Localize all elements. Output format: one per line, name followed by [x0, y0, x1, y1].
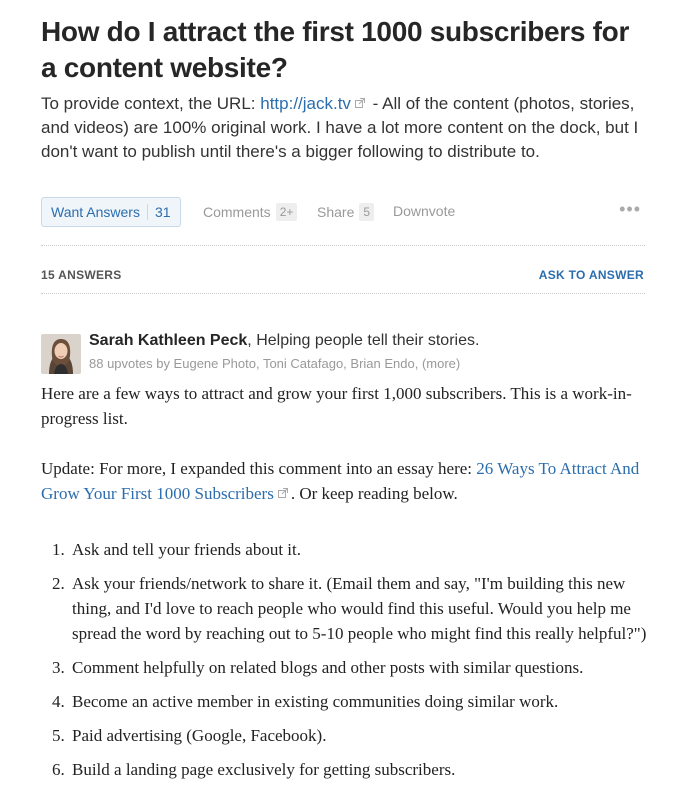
list-text: Ask and tell your friends about it.	[72, 540, 301, 559]
details-prefix: To provide context, the URL:	[41, 94, 261, 113]
want-answers-count: 31	[154, 204, 171, 220]
share-label: Share	[317, 204, 355, 220]
list-text: Comment helpfully on related blogs and other posts with similar questions.	[72, 658, 584, 677]
list-item	[41, 655, 661, 680]
details-suffix: - All of the content (photos, stories, and videos) are 100% original work. I have a lot more content on the dock, but I don't want to publish until there's a bigger following to distribute to.	[41, 94, 639, 161]
answer-update-paragraph	[41, 456, 651, 506]
list-item	[41, 537, 661, 562]
comments-label: Comments	[203, 204, 271, 220]
answers-count: 15 ANSWERS	[41, 268, 122, 282]
list-text: Ask your friends/network to share it. (Email them and say, "I'm building this new thing, and I'd love to reach people who would find this useful. Would you help me spread the word by reaching out to 5-10 people who might find this really helpful?")	[72, 574, 647, 643]
list-item	[41, 757, 661, 782]
comments-button[interactable]	[203, 203, 297, 221]
downvote-label: Downvote	[393, 203, 456, 219]
comments-count-badge: 2+	[276, 203, 298, 221]
want-answers-label: Want Answers	[51, 204, 140, 220]
list-number: 3.	[52, 658, 65, 677]
author-name-link[interactable]: Sarah Kathleen Peck	[89, 332, 248, 349]
author-avatar[interactable]	[41, 334, 81, 374]
list-number: 4.	[52, 692, 65, 711]
more-options-icon[interactable]: •••	[619, 199, 641, 219]
author-line	[89, 332, 479, 350]
answer-paragraph: Here are a few ways to attract and grow your first 1,000 subscribers. This is a work-in-progress list.	[41, 384, 632, 428]
list-text: Build a landing page exclusively for getting subscribers.	[72, 760, 456, 779]
divider-bottom	[41, 293, 645, 294]
question-action-bar	[41, 197, 645, 229]
downvote-button[interactable]	[393, 203, 455, 219]
list-number: 1.	[52, 540, 65, 559]
list-number: 6.	[52, 760, 65, 779]
list-item	[41, 571, 661, 646]
share-count-badge: 5	[359, 203, 374, 221]
external-link-icon	[355, 98, 365, 108]
list-number: 2.	[52, 574, 65, 593]
list-text: Paid advertising (Google, Facebook).	[72, 726, 327, 745]
want-answers-divider	[147, 204, 148, 220]
list-number: 5.	[52, 726, 65, 745]
list-text: Become an active member in existing communities doing similar work.	[72, 692, 559, 711]
upvotes-line[interactable]: 88 upvotes by Eugene Photo, Toni Catafago, Brian Endo, (more)	[89, 356, 461, 371]
divider-top	[41, 245, 645, 246]
update-suffix: . Or keep reading below.	[290, 484, 458, 503]
essay-link[interactable]: 26 Ways To Attract And Grow Your First 1000 Subscribers	[41, 459, 640, 503]
update-prefix: Update: For more, I expanded this comment into an essay here:	[41, 459, 477, 478]
list-item	[41, 689, 661, 714]
question-title[interactable]: How do I attract the first 1000 subscribers for a content website?	[41, 16, 630, 83]
want-answers-button[interactable]	[41, 197, 181, 227]
answer-list	[41, 537, 661, 791]
external-link-icon	[278, 488, 288, 498]
share-button[interactable]	[317, 203, 374, 221]
question-url-link[interactable]: http://jack.tv	[260, 94, 351, 113]
ask-to-answer-link[interactable]: ASK TO ANSWER	[538, 268, 644, 282]
question-details	[41, 92, 653, 164]
author-bio: , Helping people tell their stories.	[247, 332, 480, 349]
author-photo-icon	[41, 334, 81, 374]
list-item	[41, 723, 661, 748]
